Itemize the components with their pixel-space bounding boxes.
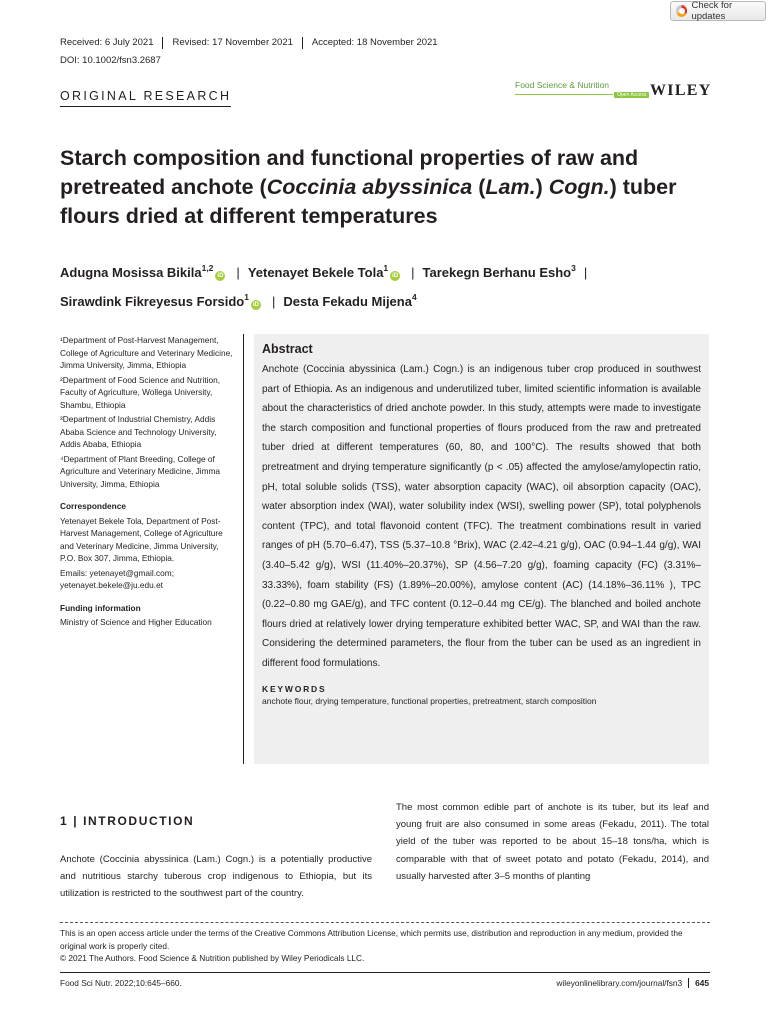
check-for-updates-button[interactable] [670,1,766,21]
orcid-icon[interactable]: iD [217,273,224,279]
author-separator: | [583,265,588,280]
author-affil-sup: 4 [411,292,417,302]
correspondence-head: Correspondence [60,501,126,511]
author-name[interactable]: Tarekegn Berhanu Esho [422,265,572,280]
license-notice [60,927,710,965]
affiliations-column [60,334,235,631]
keywords-body: anchote flour, drying temperature, functional properties, pretreatment, starch composition [262,695,597,706]
author-separator: | [411,265,415,280]
title-text: ) tuber flours dried at different temperatures [60,175,677,228]
author-affil-sup: 3 [571,263,576,273]
section-label: ORIGINAL RESEARCH [60,89,231,107]
column-divider [243,334,244,764]
title-text: ( [472,175,486,199]
introduction-left-column: Anchote (Coccinia abyssinica (Lam.) Cogn.) is a potentially productive and nutritious starchy tuberous crop indigenous to Ethiopia, but its utilization is restricted to the southwest part of the country. [60,854,372,899]
citation: Food Sci Nutr. 2022;10:645–660. [60,978,182,988]
affiliation: ¹Department of Post-Harvest Management, College of Agriculture and Veterinary Medicine, Jimma University, Jimma, Ethiopia [60,335,233,370]
doi[interactable]: DOI: 10.1002/fsn3.2687 [60,55,161,66]
article-title [60,144,680,231]
open-access-badge: Open Access [614,92,649,98]
page-number: 645 [688,978,709,988]
orcid-icon[interactable]: iD [252,302,259,308]
abstract-box [254,334,709,764]
check-for-updates-label: Check for updates [691,0,733,22]
copyright-text: © 2021 The Authors. Food Science & Nutrition published by Wiley Periodicals LLC. [60,953,365,963]
revised-date: Revised: 17 November 2021 [163,37,302,49]
author-affil-sup: 1 [244,292,249,302]
journal-url[interactable]: wileyonlinelibrary.com/journal/fsn3 [556,978,683,988]
keywords-head: KEYWORDS [262,683,327,694]
correspondence-emails[interactable]: Emails: yetenayet@gmail.com; yetenayet.bekele@ju.edu.et [60,567,175,590]
title-text: Starch composition and functional properties of raw and pretreated anchote ( [60,146,639,199]
received-date: Received: 6 July 2021 [60,37,163,49]
author-name[interactable]: Desta Fekadu Mijena [283,294,412,309]
author-name[interactable]: Adugna Mosissa Bikila [60,265,202,280]
funding-head: Funding information [60,602,141,613]
affiliation: ²Department of Food Science and Nutrition, Faculty of Agriculture, Wollega University, Shambu, Ethiopia [60,374,221,410]
correspondence-body: Yetenayet Bekele Tola, Department of Post-Harvest Management, College of Agriculture and Veterinary Medicine, Jimma University, P.O. Box 307, Jimma, Ethiopia. [60,515,223,563]
author-list [60,256,720,314]
funding-body: Ministry of Science and Higher Education [60,617,212,627]
publisher-logo: WILEY [650,82,712,99]
footer-divider [60,972,710,973]
author-name[interactable]: Sirawdink Fikreyesus Forsido [60,294,245,309]
author-separator: | [236,265,240,280]
abstract-head: Abstract [262,342,313,356]
accepted-date: Accepted: 18 November 2021 [311,37,438,48]
introduction-right-column: The most common edible part of anchote is its tuber, but its leaf and young fruit are also consumed in some areas (Fekadu, 2011). The total yield of the tuber was reported to be about 15–18 tons/ha, which is comparable with that of sweet potato and potato (Fekadu, 2014), and usually harvested after 3–5 months of planting [396,802,709,882]
title-species: Coccinia abyssinica [266,175,473,199]
title-author-abbrev: Cogn. [548,175,610,199]
crossmark-icon [676,5,687,17]
license-text: This is an open access article under the terms of the Creative Commons Attribution License, which permits use, distribution and reproduction in any medium, provided the original work is properly cited. [60,928,683,951]
affiliation: ³Department of Industrial Chemistry, Addis Ababa Science and Technology University, Addis Ababa, Ethiopia [60,414,217,449]
abstract-body: Anchote (Coccinia abyssinica (Lam.) Cogn.) is an indigenous tuber crop produced in southwest part of Ethiopia. As an indigenous and underutilized tuber, limited scientific information is available about the characteristics of dried anchote powder. In this study, attempts were made to investigate the starch composition and functional properties of flours produced from the raw and pretreated tuber dried at different temperatures (60, 80, and 100°C). The results showed that both pretreatment and drying temperature significantly (p < .05) affected the amylose/amylopectin ratio, pH, total soluble solids (TSS), water absorption capacity (WAC), oil absorption capacity (OAC), water absorption index (WAI), water solubility index (WSI), swelling power (SP), total polyphenols content (TPC), and total flavonoid content (TFC). The treatment combinations result in varied ranges of pH (5.70–6.47), TSS (5.37–10.8 °Brix), WAC (2.42–4.21 g/g), OAC (0.94–1.44 g/g), WAI (3.40–5.42 g/g), WSI (11.40%–20.37%), SP (4.56–7.20 g/g), foaming capacity (FC) (3.31%–33.33%), foam stability (FS) (1.89%–20.00%), amylose content (AC) (14.18%–36.11% ), TPC (0.22–0.80 mg GAE/g), and TFC content (0.12–0.44 mg CE/g). The blanched and boiled anchote flours dried at relatively lower drying temperature exhibited better WAC, SP, and WAI than the raw. Considering the determined parameters, the flour from the tuber can be used as an ingredient in different food formulations. [262,364,701,669]
author-name[interactable]: Yetenayet Bekele Tola [247,265,384,280]
introduction-heading: 1 | INTRODUCTION [60,814,195,828]
article-dates [60,37,447,49]
title-author-abbrev: Lam. [485,175,536,199]
author-affil-sup: 1,2 [201,263,214,273]
affiliation: ⁴Department of Plant Breeding, College of Agriculture and Veterinary Medicine, Jimma University, Jimma, Ethiopia [60,453,221,489]
journal-name: Food Science & Nutrition [515,80,610,90]
author-affil-sup: 1 [383,263,389,273]
orcid-icon[interactable]: iD [392,273,399,279]
title-text: ) [535,175,549,199]
footer-right [556,978,709,988]
license-divider [60,922,710,923]
author-separator: | [271,294,276,309]
journal-rule [515,94,613,95]
